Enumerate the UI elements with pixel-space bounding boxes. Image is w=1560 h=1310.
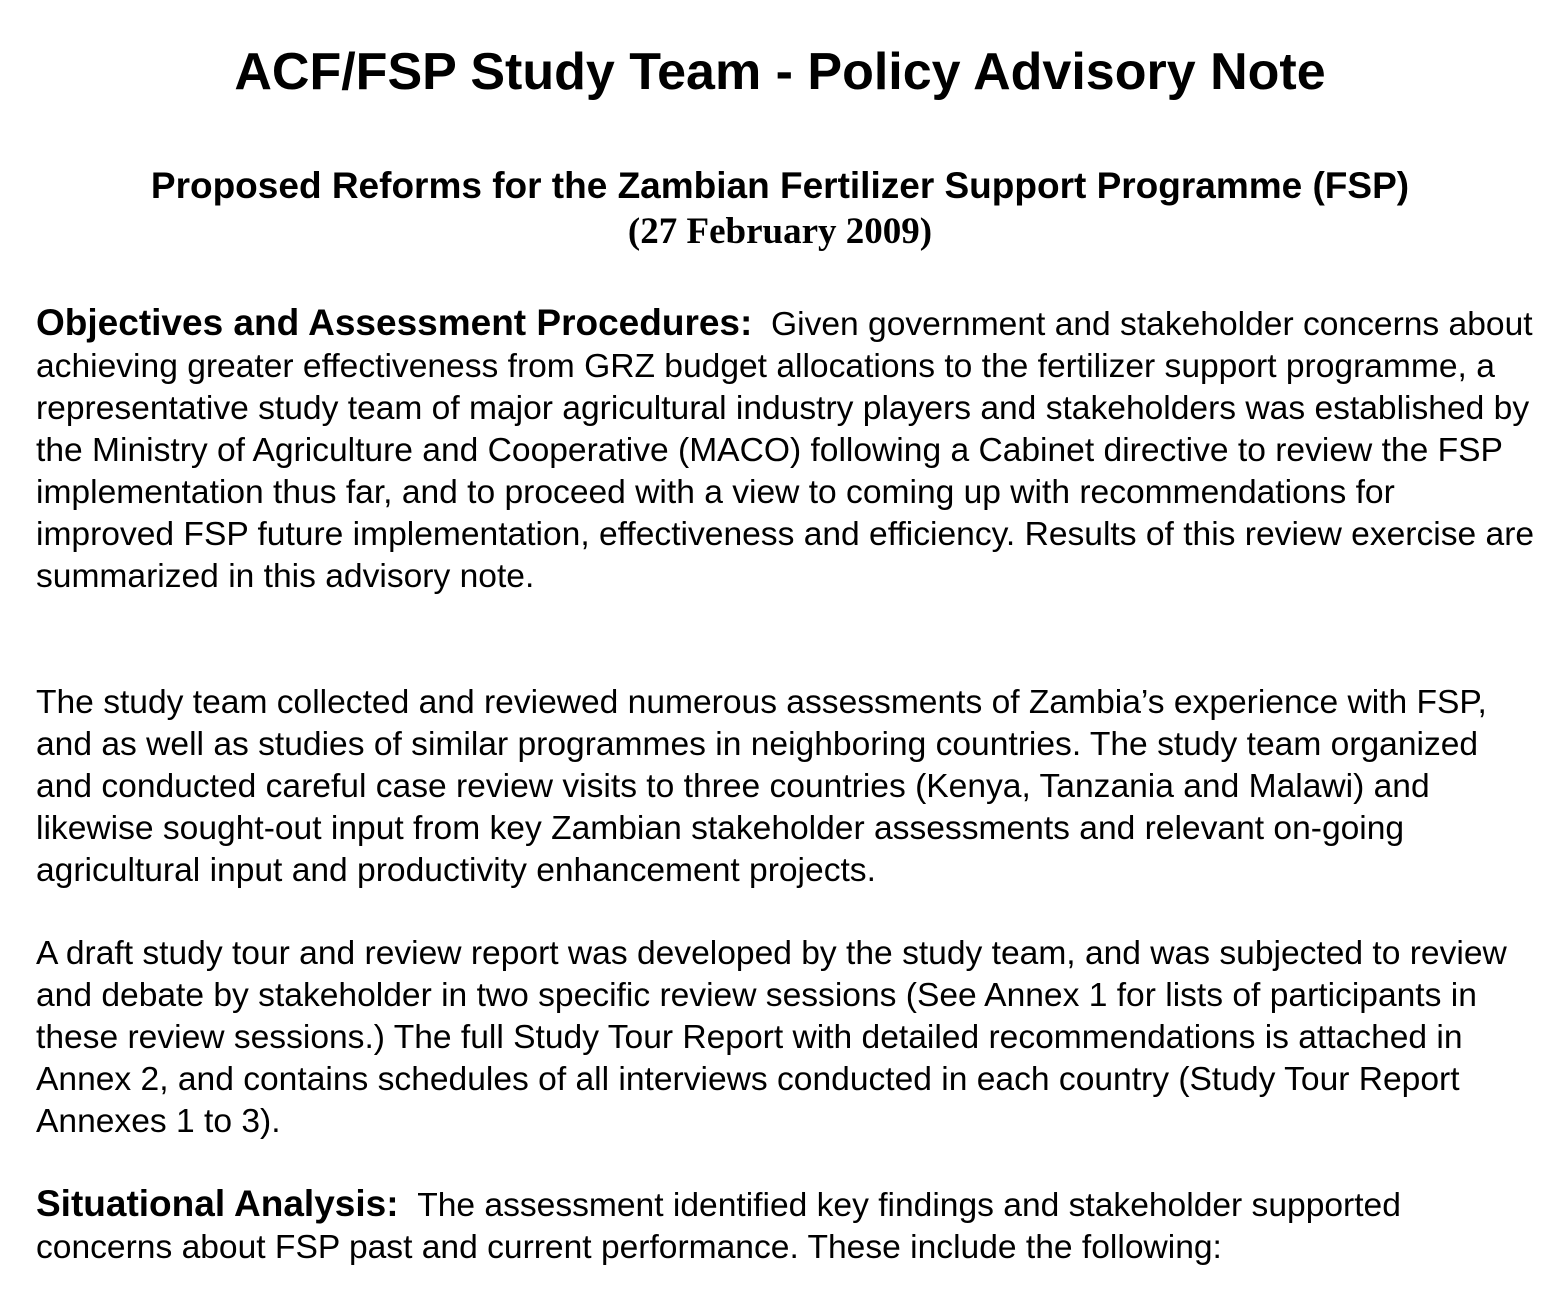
document-date: (27 February 2009) (627, 211, 933, 252)
document-subtitle: Proposed Reforms for the Zambian Fertilizer Support Programme (FSP) (150, 165, 1410, 206)
study-review-paragraph: The study team collected and reviewed numerous assessments of Zambia’s experience with FSP, and as well as studies of similar programmes in neighboring countries. The study team organized and conducted careful case review visits to three countries (Kenya, Tanzania and Malawi) and likewise sought-out input from key Zambian stakeholder assessments and relevant on-going agricultural input and productivity enhancement projects. (36, 684, 1487, 889)
objectives-paragraph (36, 302, 1541, 598)
situational-heading: Situational Analysis: (36, 1183, 399, 1224)
objectives-heading: Objectives and Assessment Procedures: (36, 302, 753, 343)
situational-text: The assessment identified key findings and stakeholder supported concerns about FSP past and current performance. These include the following: (36, 1187, 1401, 1266)
objectives-text: Given government and stakeholder concerns about achieving greater effectiveness from GRZ budget allocations to the fertilizer support programme, a representative study team of major agricultural industry players and stakeholders was established by the Ministry of Agriculture and Cooperative (MACO) following a Cabinet directive to review the FSP implementation thus far, and to proceed with a view to coming up with recommendations for improved FSP future implementation, effectiveness and efficiency. Results of this review exercise are summarized in this advisory note. (36, 306, 1535, 595)
document-title: ACF/FSP Study Team - Policy Advisory Note (234, 43, 1326, 101)
situational-paragraph (36, 1183, 1541, 1269)
draft-report-paragraph: A draft study tour and review report was developed by the study team, and was subjected to review and debate by stakeholder in two specific review sessions (See Annex 1 for lists of participants in these review sessions.) The full Study Tour Report with detailed recommendations is attached in Annex 2, and contains schedules of all interviews conducted in each country (Study Tour Report Annexes 1 to 3). (36, 935, 1507, 1140)
